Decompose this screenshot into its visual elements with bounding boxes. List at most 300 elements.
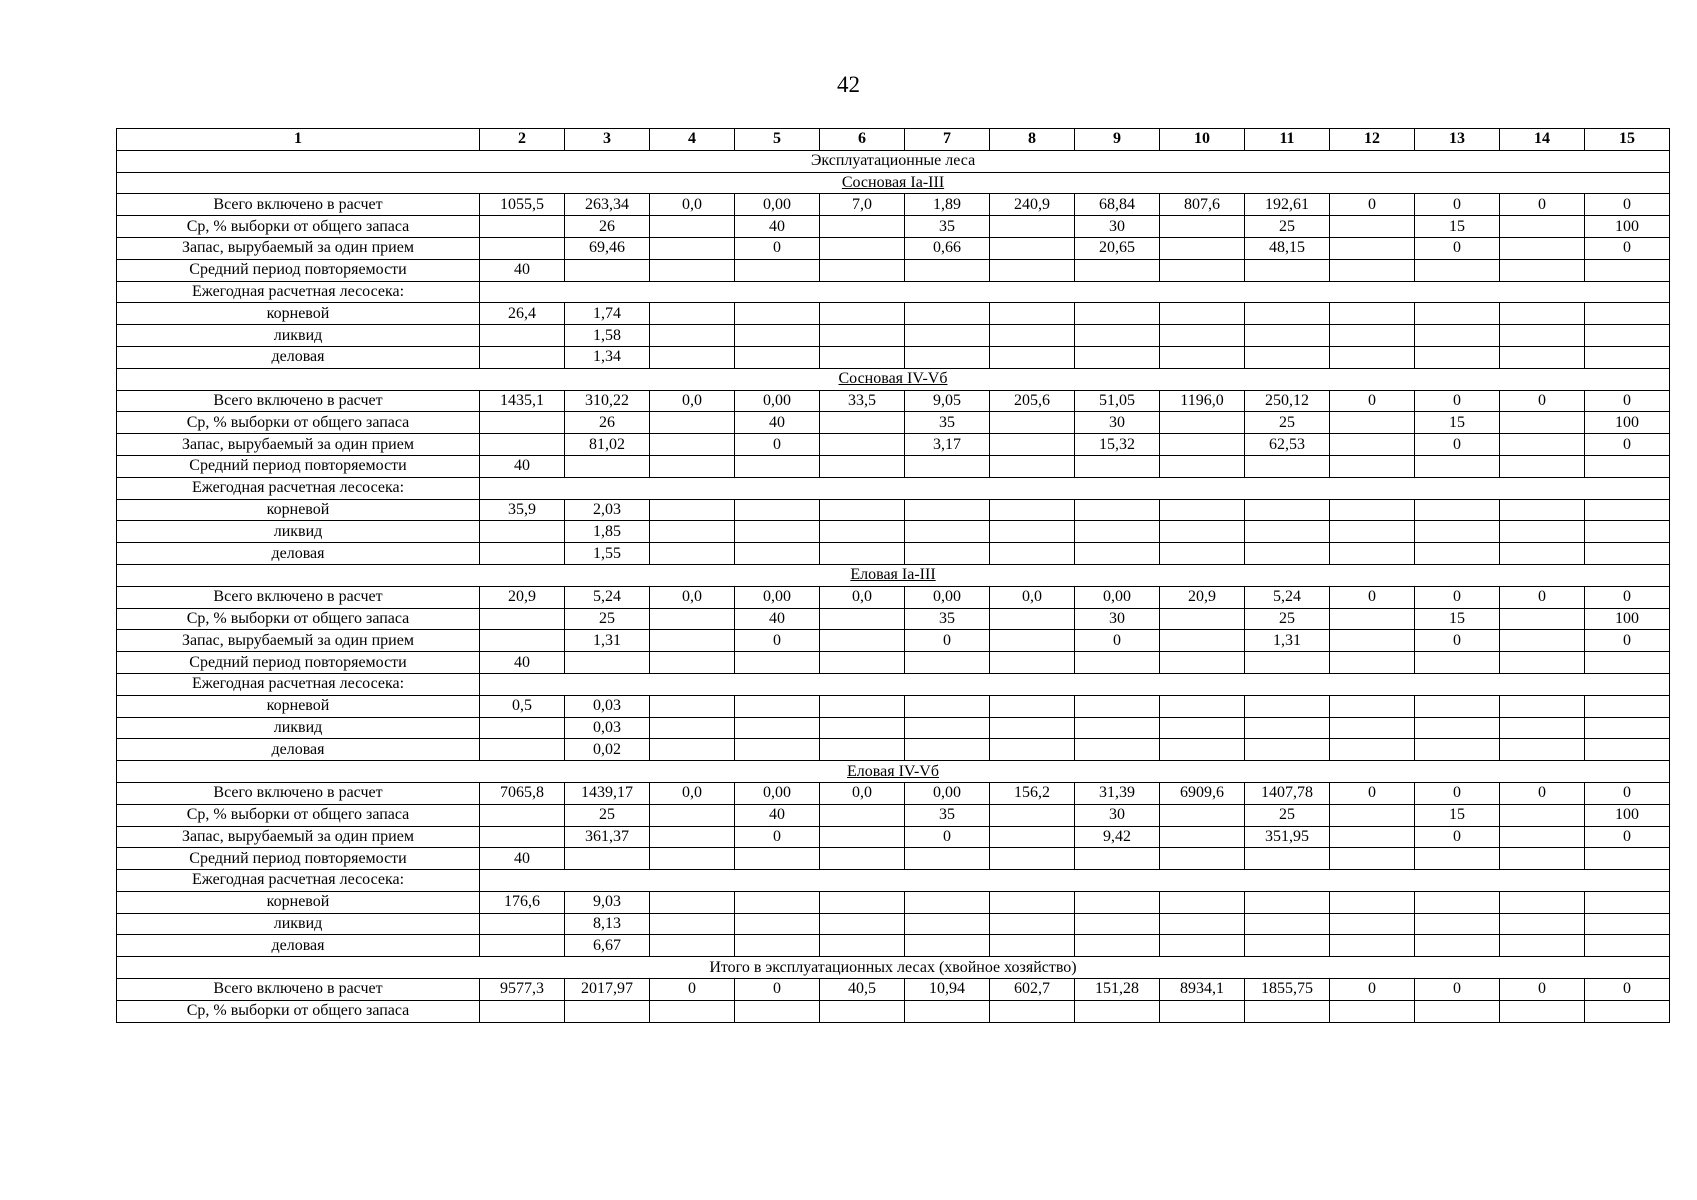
table-cell [1415, 521, 1500, 543]
table-cell [735, 499, 820, 521]
table-cell [650, 630, 735, 652]
table-cell [565, 259, 650, 281]
table-cell [990, 434, 1075, 456]
table-cell [1500, 346, 1585, 368]
table-cell [650, 543, 735, 565]
table-cell [1585, 346, 1670, 368]
table-cell [650, 499, 735, 521]
table-cell [480, 717, 565, 739]
table-cell [650, 652, 735, 674]
table-cell: 807,6 [1160, 194, 1245, 216]
table-cell [1500, 455, 1585, 477]
table-cell: 10,94 [905, 979, 990, 1001]
table-row [117, 804, 1670, 826]
table-cell: 0 [735, 237, 820, 259]
column-header: 11 [1245, 129, 1330, 151]
table-cell: 15 [1415, 804, 1500, 826]
table-cell [820, 630, 905, 652]
table-cell [1075, 913, 1160, 935]
table-cell [820, 521, 905, 543]
row-label: ликвид [117, 325, 480, 347]
table-cell: 7065,8 [480, 782, 565, 804]
table-cell [905, 455, 990, 477]
table-cell: 62,53 [1245, 434, 1330, 456]
table-cell [735, 695, 820, 717]
table-cell [990, 543, 1075, 565]
table-cell: 0,00 [905, 586, 990, 608]
table-cell [1160, 630, 1245, 652]
table-cell [1500, 303, 1585, 325]
table-cell: 1855,75 [1245, 979, 1330, 1001]
section-title-text: Еловая Ia-III [850, 566, 936, 584]
table-cell: 0,03 [565, 695, 650, 717]
table-cell [905, 739, 990, 761]
table-row [117, 325, 1670, 347]
table-cell: 26,4 [480, 303, 565, 325]
table-cell [1330, 303, 1415, 325]
table-cell [1500, 826, 1585, 848]
table-cell [1245, 325, 1330, 347]
table-cell [735, 717, 820, 739]
table-cell [1500, 652, 1585, 674]
section-title [117, 564, 1670, 586]
column-header: 3 [565, 129, 650, 151]
table-cell: 100 [1585, 412, 1670, 434]
table-cell: 1407,78 [1245, 782, 1330, 804]
table-cell [1500, 499, 1585, 521]
table-row [117, 586, 1670, 608]
row-label: Средний период повторяемости [117, 652, 480, 674]
forest-table-container [116, 128, 1670, 1023]
table-cell [1415, 739, 1500, 761]
table-cell: 1439,17 [565, 782, 650, 804]
table-cell: 0 [1330, 390, 1415, 412]
table-cell: 8,13 [565, 913, 650, 935]
table-cell: 1196,0 [1160, 390, 1245, 412]
row-label: Всего включено в расчет [117, 390, 480, 412]
table-cell [480, 608, 565, 630]
table-cell: 0,0 [820, 782, 905, 804]
table-cell: 0,00 [735, 782, 820, 804]
table-cell: 240,9 [990, 194, 1075, 216]
table-cell [990, 259, 1075, 281]
section-row [117, 172, 1670, 194]
table-cell [1330, 455, 1415, 477]
table-cell [1330, 935, 1415, 957]
section-row [117, 761, 1670, 783]
table-cell: 0 [905, 630, 990, 652]
table-cell: 0,02 [565, 739, 650, 761]
column-header: 9 [1075, 129, 1160, 151]
table-cell: 1055,5 [480, 194, 565, 216]
table-cell: 0 [1585, 434, 1670, 456]
table-cell: 0 [650, 979, 735, 1001]
table-cell [1245, 739, 1330, 761]
table-row [117, 652, 1670, 674]
table-cell [735, 1000, 820, 1022]
table-cell [735, 325, 820, 347]
table-cell: 15,32 [1075, 434, 1160, 456]
row-label: Запас, вырубаемый за один прием [117, 826, 480, 848]
table-cell: 0,66 [905, 237, 990, 259]
table-cell: 0 [1415, 782, 1500, 804]
table-cell [1585, 521, 1670, 543]
table-cell [735, 455, 820, 477]
table-cell [1500, 325, 1585, 347]
table-cell: 0 [1500, 979, 1585, 1001]
table-cell [1500, 935, 1585, 957]
table-cell [820, 826, 905, 848]
subheading-row [117, 870, 1670, 892]
table-cell [735, 848, 820, 870]
table-cell [990, 804, 1075, 826]
table-row [117, 303, 1670, 325]
table-cell [735, 935, 820, 957]
table-cell [1500, 543, 1585, 565]
table-cell [820, 717, 905, 739]
table-cell: 0 [735, 434, 820, 456]
table-cell [480, 739, 565, 761]
table-cell [990, 913, 1075, 935]
column-header: 6 [820, 129, 905, 151]
table-cell [1160, 434, 1245, 456]
table-cell [1075, 303, 1160, 325]
column-header: 5 [735, 129, 820, 151]
table-cell [650, 346, 735, 368]
table-cell [1500, 608, 1585, 630]
table-cell [1500, 717, 1585, 739]
table-cell [820, 935, 905, 957]
table-cell: 9,42 [1075, 826, 1160, 848]
table-cell [1415, 717, 1500, 739]
table-cell: 0 [1415, 390, 1500, 412]
table-cell [990, 652, 1075, 674]
table-row [117, 216, 1670, 238]
table-cell [1160, 891, 1245, 913]
table-row [117, 782, 1670, 804]
table-cell [650, 739, 735, 761]
table-cell [1500, 891, 1585, 913]
table-cell: 40 [735, 216, 820, 238]
table-row [117, 521, 1670, 543]
table-cell [1160, 455, 1245, 477]
table-cell [1330, 848, 1415, 870]
column-header: 13 [1415, 129, 1500, 151]
table-cell: 0,00 [905, 782, 990, 804]
table-cell [650, 695, 735, 717]
table-cell: 9577,3 [480, 979, 565, 1001]
table-cell [1500, 848, 1585, 870]
table-cell [1245, 455, 1330, 477]
table-cell [990, 303, 1075, 325]
table-cell [820, 848, 905, 870]
table-cell: 1,31 [565, 630, 650, 652]
table-cell: 0 [1585, 979, 1670, 1001]
table-cell [990, 717, 1075, 739]
table-cell [1330, 325, 1415, 347]
table-row [117, 194, 1670, 216]
row-label: Всего включено в расчет [117, 586, 480, 608]
table-cell: 0 [1330, 782, 1415, 804]
table-cell: 1,74 [565, 303, 650, 325]
table-cell [1245, 848, 1330, 870]
table-cell: 30 [1075, 412, 1160, 434]
table-cell [1160, 543, 1245, 565]
table-cell [480, 804, 565, 826]
table-cell [1415, 652, 1500, 674]
table-cell [1160, 216, 1245, 238]
table-row [117, 739, 1670, 761]
table-cell: 68,84 [1075, 194, 1160, 216]
table-cell: 20,65 [1075, 237, 1160, 259]
table-cell: 40 [480, 455, 565, 477]
table-cell [1160, 259, 1245, 281]
section-title-text: Сосновая Ia-III [841, 173, 945, 191]
row-label: Ежегодная расчетная лесосека: [117, 477, 480, 499]
table-cell: 0 [1415, 586, 1500, 608]
table-cell [650, 826, 735, 848]
section-row [117, 150, 1670, 172]
table-row [117, 979, 1670, 1001]
table-cell: 26 [565, 412, 650, 434]
row-label: Ежегодная расчетная лесосека: [117, 870, 480, 892]
table-cell [990, 346, 1075, 368]
table-cell: 25 [565, 608, 650, 630]
table-cell [1500, 216, 1585, 238]
empty-span-cell [480, 281, 1670, 303]
table-cell [1245, 913, 1330, 935]
table-cell [1415, 499, 1500, 521]
table-cell: 0 [1585, 630, 1670, 652]
table-cell: 0,0 [650, 390, 735, 412]
subheading-row [117, 281, 1670, 303]
table-cell [1585, 303, 1670, 325]
table-cell [1075, 848, 1160, 870]
table-cell [1330, 891, 1415, 913]
column-header: 1 [117, 129, 480, 151]
table-cell [650, 521, 735, 543]
table-cell [820, 499, 905, 521]
table-cell [1330, 346, 1415, 368]
table-cell: 1,34 [565, 346, 650, 368]
table-cell: 25 [1245, 216, 1330, 238]
table-cell [1075, 325, 1160, 347]
section-title [117, 150, 1670, 172]
table-cell [990, 1000, 1075, 1022]
table-cell: 602,7 [990, 979, 1075, 1001]
table-cell [1500, 804, 1585, 826]
table-cell: 25 [1245, 804, 1330, 826]
table-cell [565, 455, 650, 477]
table-cell: 35 [905, 804, 990, 826]
table-cell: 1,85 [565, 521, 650, 543]
table-cell [650, 848, 735, 870]
table-cell: 9,05 [905, 390, 990, 412]
table-cell [1160, 325, 1245, 347]
table-cell: 156,2 [990, 782, 1075, 804]
table-cell [735, 259, 820, 281]
table-cell [1415, 1000, 1500, 1022]
table-cell [565, 652, 650, 674]
table-cell [1585, 325, 1670, 347]
table-cell [650, 303, 735, 325]
table-cell [1585, 913, 1670, 935]
column-header: 4 [650, 129, 735, 151]
table-cell [650, 325, 735, 347]
table-cell: 0 [1415, 237, 1500, 259]
table-cell: 1,89 [905, 194, 990, 216]
row-label: ликвид [117, 717, 480, 739]
table-cell: 8934,1 [1160, 979, 1245, 1001]
table-cell [990, 848, 1075, 870]
table-cell [1330, 695, 1415, 717]
table-row [117, 346, 1670, 368]
table-cell [480, 826, 565, 848]
table-cell: 5,24 [1245, 586, 1330, 608]
table-cell [1585, 259, 1670, 281]
table-cell: 0 [1585, 390, 1670, 412]
row-label: Ср, % выборки от общего запаса [117, 608, 480, 630]
table-cell [1245, 499, 1330, 521]
table-row [117, 717, 1670, 739]
table-cell [820, 455, 905, 477]
row-label: Всего включено в расчет [117, 979, 480, 1001]
table-cell: 7,0 [820, 194, 905, 216]
table-cell [1585, 499, 1670, 521]
table-cell [735, 346, 820, 368]
table-cell: 192,61 [1245, 194, 1330, 216]
table-cell: 1,31 [1245, 630, 1330, 652]
table-cell [1330, 804, 1415, 826]
table-cell [905, 717, 990, 739]
table-cell: 15 [1415, 216, 1500, 238]
table-cell: 69,46 [565, 237, 650, 259]
table-row [117, 848, 1670, 870]
table-cell [1330, 499, 1415, 521]
table-row [117, 826, 1670, 848]
table-cell [1585, 935, 1670, 957]
table-cell [1075, 891, 1160, 913]
table-cell [650, 237, 735, 259]
forest-calculation-table [116, 128, 1670, 1023]
row-label: Всего включено в расчет [117, 194, 480, 216]
table-cell: 5,24 [565, 586, 650, 608]
row-label: Ежегодная расчетная лесосека: [117, 281, 480, 303]
subheading-row [117, 673, 1670, 695]
table-cell: 9,03 [565, 891, 650, 913]
row-label: Средний период повторяемости [117, 259, 480, 281]
table-cell [1075, 499, 1160, 521]
table-cell [1075, 935, 1160, 957]
column-header: 15 [1585, 129, 1670, 151]
table-cell: 30 [1075, 216, 1160, 238]
table-cell [1585, 695, 1670, 717]
table-cell: 0 [1585, 586, 1670, 608]
row-label: Ср, % выборки от общего запаса [117, 216, 480, 238]
table-cell [1330, 826, 1415, 848]
row-label: Ежегодная расчетная лесосека: [117, 673, 480, 695]
table-cell: 2017,97 [565, 979, 650, 1001]
table-cell: 30 [1075, 804, 1160, 826]
table-cell: 0 [735, 979, 820, 1001]
table-cell [990, 216, 1075, 238]
table-cell [735, 739, 820, 761]
table-cell [1500, 913, 1585, 935]
table-cell: 51,05 [1075, 390, 1160, 412]
table-cell [1415, 848, 1500, 870]
table-cell [820, 412, 905, 434]
column-header: 7 [905, 129, 990, 151]
table-cell: 15 [1415, 608, 1500, 630]
table-cell: 6,67 [565, 935, 650, 957]
table-cell [905, 499, 990, 521]
table-cell [1415, 346, 1500, 368]
table-cell [990, 739, 1075, 761]
column-header: 8 [990, 129, 1075, 151]
table-cell [565, 848, 650, 870]
table-cell [820, 804, 905, 826]
section-title-text: Еловая IV-Vб [847, 762, 939, 780]
table-cell [1585, 717, 1670, 739]
table-cell: 263,34 [565, 194, 650, 216]
table-cell [1330, 216, 1415, 238]
table-cell: 0 [1415, 434, 1500, 456]
table-cell [1330, 1000, 1415, 1022]
table-cell [1160, 717, 1245, 739]
table-cell: 0 [1415, 979, 1500, 1001]
row-label: деловая [117, 935, 480, 957]
table-cell [1330, 412, 1415, 434]
table-cell: 35 [905, 608, 990, 630]
table-cell: 205,6 [990, 390, 1075, 412]
table-cell [1160, 499, 1245, 521]
table-cell [1500, 1000, 1585, 1022]
table-cell [650, 717, 735, 739]
table-cell [480, 935, 565, 957]
table-cell [480, 434, 565, 456]
table-cell [1075, 543, 1160, 565]
subheading-row [117, 477, 1670, 499]
table-cell [480, 913, 565, 935]
table-cell [990, 499, 1075, 521]
table-cell: 1,58 [565, 325, 650, 347]
table-cell [1075, 259, 1160, 281]
table-cell [480, 630, 565, 652]
table-cell [1245, 652, 1330, 674]
table-cell: 0 [1075, 630, 1160, 652]
table-cell: 100 [1585, 804, 1670, 826]
table-cell [1160, 652, 1245, 674]
table-cell: 0 [905, 826, 990, 848]
table-cell: 20,9 [480, 586, 565, 608]
row-label: ликвид [117, 913, 480, 935]
section-title [117, 761, 1670, 783]
table-row [117, 434, 1670, 456]
table-cell [820, 303, 905, 325]
table-cell: 48,15 [1245, 237, 1330, 259]
row-label: Запас, вырубаемый за один прием [117, 237, 480, 259]
table-cell [650, 434, 735, 456]
table-cell [905, 543, 990, 565]
table-cell [1245, 935, 1330, 957]
table-cell: 0 [1585, 782, 1670, 804]
table-cell [1330, 717, 1415, 739]
row-label: деловая [117, 739, 480, 761]
row-label: корневой [117, 891, 480, 913]
table-cell [1585, 455, 1670, 477]
table-cell: 40 [735, 412, 820, 434]
row-label: Средний период повторяемости [117, 455, 480, 477]
